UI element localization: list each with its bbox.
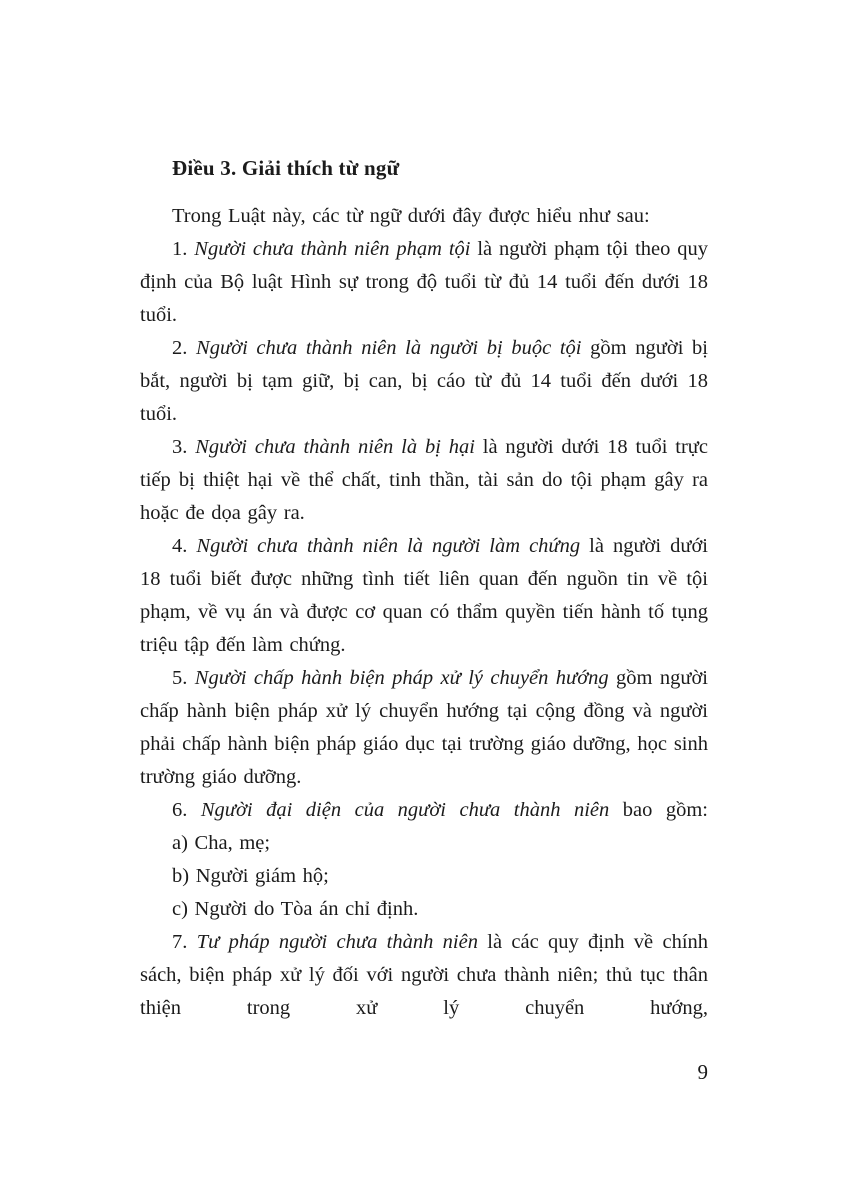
paragraph-text: là các quy định về chính sách, biện pháp xử lý đối với người chưa thành niên; thủ tục thân thiện trong xử lý chuyển hướng, xyxy=(140,931,709,1019)
article-heading: Điều 3. Giải thích từ ngữ xyxy=(172,156,400,180)
paragraph xyxy=(140,662,708,794)
article-content xyxy=(140,152,708,1025)
paragraph-text: 1. xyxy=(172,238,195,260)
paragraph-text: 3. xyxy=(172,436,196,458)
paragraph-text: 4. xyxy=(172,535,197,557)
paragraph-text: gồm người chấp hành biện pháp xử lý chuyển hướng tại cộng đồng và người phải chấp hành biện pháp giáo dục tại trường giáo dưỡng, học sinh trường giáo dưỡng. xyxy=(140,667,709,788)
paragraph-text: là người dưới 18 tuổi trực tiếp bị thiệt hại về thể chất, tinh thần, tài sản do tội phạm gây ra hoặc đe dọa gây ra. xyxy=(140,436,708,524)
paragraph xyxy=(140,200,708,233)
defined-term: Tư pháp người chưa thành niên xyxy=(196,931,478,953)
defined-term: Người chưa thành niên là người làm chứng xyxy=(196,535,581,557)
paragraph xyxy=(140,860,708,893)
paragraph-text: Trong Luật này, các từ ngữ dưới đây được hiểu như sau: xyxy=(172,205,650,227)
paragraph xyxy=(140,827,708,860)
paragraph xyxy=(140,233,708,332)
paragraph-text: c) Người do Tòa án chỉ định. xyxy=(172,898,419,920)
paragraph-text: là người phạm tội theo quy định của Bộ luật Hình sự trong độ tuổi từ đủ 14 tuổi đến dưới 18 tuổi. xyxy=(140,238,709,326)
paragraph-text: 6. xyxy=(172,799,201,821)
article-body xyxy=(140,200,708,1025)
paragraph-text: gồm người bị bắt, người bị tạm giữ, bị can, bị cáo từ đủ 14 tuổi đến dưới 18 tuổi. xyxy=(140,337,708,425)
paragraph xyxy=(140,431,708,530)
paragraph-text: 5. xyxy=(172,667,195,689)
paragraph xyxy=(140,926,708,1025)
paragraph-text: 2. xyxy=(172,337,197,359)
paragraph xyxy=(140,332,708,431)
defined-term: Người chưa thành niên là bị hại xyxy=(195,436,475,458)
defined-term: Người đại diện của người chưa thành niên xyxy=(200,799,610,821)
paragraph xyxy=(140,794,708,827)
defined-term: Người chưa thành niên phạm tội xyxy=(194,238,471,260)
paragraph xyxy=(140,893,708,926)
page-number: 9 xyxy=(697,1060,708,1084)
defined-term: Người chưa thành niên là người bị buộc tội xyxy=(196,337,582,359)
paragraph-text: là người dưới 18 tuổi biết được những tình tiết liên quan đến nguồn tin về tội phạm, về vụ án và được cơ quan có thẩm quyền tiến hành tố tụng triệu tập đến làm chứng. xyxy=(140,535,709,656)
paragraph-text: b) Người giám hộ; xyxy=(172,865,329,887)
paragraph-text: bao gồm: xyxy=(609,799,708,821)
paragraph-text: a) Cha, mẹ; xyxy=(172,832,271,854)
paragraph xyxy=(140,530,708,662)
defined-term: Người chấp hành biện pháp xử lý chuyển hướng xyxy=(194,667,609,689)
paragraph-text: 7. xyxy=(172,931,197,953)
